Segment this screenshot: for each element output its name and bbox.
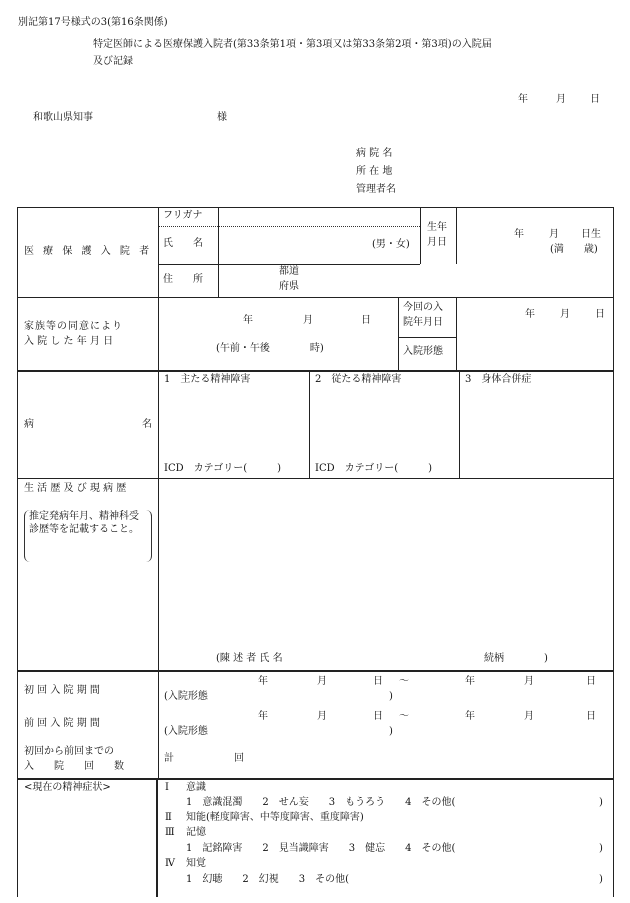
patient-section-label: 医 療 保 護 入 院 者 bbox=[24, 246, 153, 257]
first-start-day: 日 bbox=[373, 676, 383, 687]
form-title: 特定医師による医療保護入院者(第33条第1項・第3項又は第33条第2項・第3項)の入院届 bbox=[93, 39, 492, 50]
first-admission-form-close: ) bbox=[389, 691, 393, 702]
birth-label-2: 月日 bbox=[427, 237, 447, 248]
consciousness-heading: 意識 bbox=[186, 782, 206, 793]
birth-day: 日生 bbox=[581, 229, 601, 240]
icd-category-2: ICD カテゴリー( ) bbox=[315, 463, 433, 474]
hospital-address-label: 所 在 地 bbox=[356, 166, 393, 177]
prev-admission-form: (入院形態 bbox=[164, 726, 208, 737]
admission-count-times: 回 bbox=[234, 753, 244, 764]
first-admission-label: 初 回 入 院 期 間 bbox=[24, 685, 100, 696]
patient-address-label: 住 所 bbox=[163, 274, 203, 285]
consent-month: 月 bbox=[303, 315, 313, 326]
roman-3: Ⅲ bbox=[165, 827, 175, 838]
memory-close: ) bbox=[599, 843, 603, 854]
memory-heading: 記憶 bbox=[186, 827, 206, 838]
first-end-year: 年 bbox=[465, 676, 475, 687]
first-end-day: 日 bbox=[586, 676, 596, 687]
roman-1: Ⅰ bbox=[165, 782, 169, 793]
main-disorder-label: 1 主たる精神障害 bbox=[164, 374, 251, 385]
hospital-name-label: 病 院 名 bbox=[356, 148, 393, 159]
perception-options: 1 幻聴 2 幻視 3 その他( bbox=[186, 874, 349, 885]
memory-options: 1 記銘障害 2 見当識障害 3 健忘 4 その他( bbox=[186, 843, 456, 854]
furigana-label: フリガナ bbox=[163, 210, 203, 221]
consent-day: 日 bbox=[361, 315, 371, 326]
perception-heading: 知覚 bbox=[186, 858, 206, 869]
icd-category-1: ICD カテゴリー( ) bbox=[164, 463, 282, 474]
consent-year: 年 bbox=[243, 315, 253, 326]
prev-admission-form-close: ) bbox=[389, 726, 393, 737]
consciousness-close: ) bbox=[599, 797, 603, 808]
admission-count-total: 計 bbox=[164, 753, 174, 764]
consent-admission-label-cont: 入 院 し た 年 月 日 bbox=[24, 336, 114, 347]
this-admission-year: 年 bbox=[525, 309, 535, 320]
previous-admission-label: 前 回 入 院 期 間 bbox=[24, 718, 100, 729]
consent-admission-label: 家族等の同意により bbox=[24, 321, 123, 332]
first-tilde: ～ bbox=[399, 676, 409, 687]
intelligence-heading: 知能(軽度障害、中等度障害、重度障害) bbox=[186, 812, 364, 823]
date-day: 日 bbox=[590, 94, 600, 105]
addressee: 和歌山県知事 bbox=[33, 112, 93, 123]
physical-complication-label: 3 身体合併症 bbox=[465, 374, 532, 385]
first-start-month: 月 bbox=[317, 676, 327, 687]
history-label: 生 活 歴 及 び 現 病 歴 bbox=[24, 483, 127, 494]
form-number: 別記第17号様式の3(第16条関係) bbox=[18, 17, 168, 28]
prev-end-year: 年 bbox=[465, 711, 475, 722]
patient-name-label: 氏 名 bbox=[163, 238, 203, 249]
roman-2: Ⅱ bbox=[165, 812, 172, 823]
current-symptoms-label: <現在の精神症状> bbox=[24, 782, 111, 793]
first-admission-form: (入院形態 bbox=[164, 691, 208, 702]
prev-end-day: 日 bbox=[586, 711, 596, 722]
narrator-relation-label: 続柄 ) bbox=[484, 653, 548, 664]
first-end-month: 月 bbox=[524, 676, 534, 687]
secondary-disorder-label: 2 従たる精神障害 bbox=[315, 374, 402, 385]
this-admission-day: 日 bbox=[595, 309, 605, 320]
prev-end-month: 月 bbox=[524, 711, 534, 722]
prev-tilde: ～ bbox=[399, 711, 409, 722]
birth-month: 月 bbox=[549, 229, 559, 240]
form-title-cont: 及び記録 bbox=[93, 56, 133, 67]
honorific: 様 bbox=[217, 112, 227, 123]
admission-count-label: 初回から前回までの bbox=[24, 746, 114, 757]
this-admission-label-2: 院年月日 bbox=[403, 317, 443, 328]
first-start-year: 年 bbox=[258, 676, 268, 687]
hospital-manager-label: 管理者名 bbox=[356, 184, 396, 195]
disease-label-left: 病 bbox=[24, 419, 34, 430]
birth-year: 年 bbox=[514, 229, 524, 240]
perception-close: ) bbox=[599, 874, 603, 885]
history-note: 推定発病年月、精神科受診歴等を記載すること。 bbox=[24, 510, 152, 562]
prev-start-year: 年 bbox=[258, 711, 268, 722]
prev-start-month: 月 bbox=[317, 711, 327, 722]
ampm-choice: (午前・午後 時) bbox=[216, 343, 324, 354]
admission-form-label: 入院形態 bbox=[403, 346, 443, 357]
prev-start-day: 日 bbox=[373, 711, 383, 722]
prefecture-label-2: 府県 bbox=[279, 281, 299, 292]
prefecture-label-1: 都道 bbox=[279, 266, 299, 277]
birth-label-1: 生年 bbox=[427, 222, 447, 233]
consciousness-options: 1 意識混濁 2 せん妄 3 もうろう 4 その他( bbox=[186, 797, 456, 808]
narrator-name-label: (陳 述 者 氏 名 bbox=[216, 653, 283, 664]
this-admission-label-1: 今回の入 bbox=[403, 302, 443, 313]
sex-choice: (男・女) bbox=[372, 239, 410, 250]
disease-label-right: 名 bbox=[142, 419, 152, 430]
admission-count-label-cont: 入 院 回 数 bbox=[24, 761, 124, 772]
date-year: 年 bbox=[518, 94, 528, 105]
patient-age: (満 歳) bbox=[550, 244, 598, 255]
roman-4: Ⅳ bbox=[165, 858, 175, 869]
date-month: 月 bbox=[556, 94, 566, 105]
this-admission-month: 月 bbox=[560, 309, 570, 320]
